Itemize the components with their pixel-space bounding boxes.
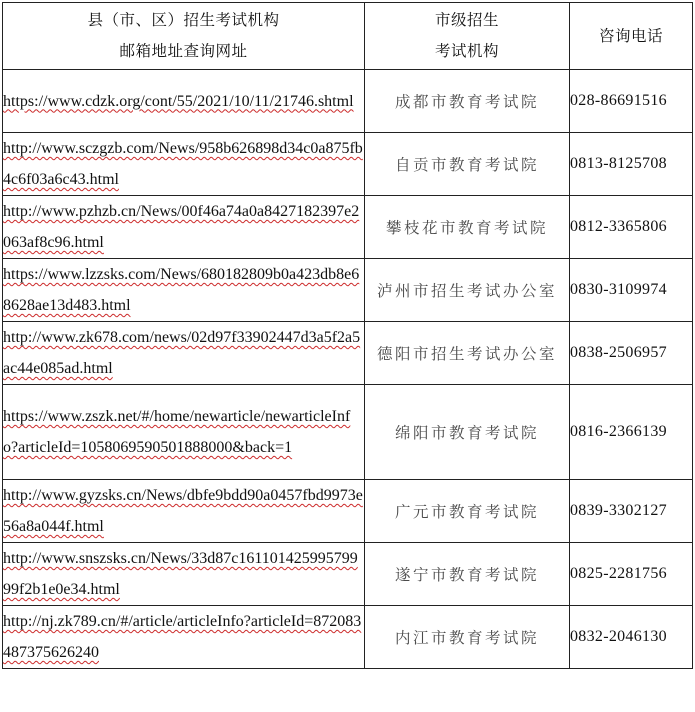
phone-cell: 0838-2506957 xyxy=(570,322,693,385)
url-cell xyxy=(3,322,365,385)
institution-cell: 绵阳市教育考试院 xyxy=(365,385,570,480)
phone-cell: 0816-2366139 xyxy=(570,385,693,480)
url-cell xyxy=(3,606,365,669)
header-county-url xyxy=(3,3,365,70)
url-cell xyxy=(3,70,365,133)
admissions-contact-table xyxy=(2,2,693,669)
table-row xyxy=(3,70,693,133)
query-url-link[interactable]: http://www.snszsks.cn/News/33d87c16110142599579999f2b1e0e34.html xyxy=(3,550,358,598)
table-row xyxy=(3,196,693,259)
institution-cell: 泸州市招生考试办公室 xyxy=(365,259,570,322)
table-row xyxy=(3,259,693,322)
header-county-url-line1: 县（市、区）招生考试机构 xyxy=(87,11,280,29)
query-url-link[interactable]: http://www.gyzsks.cn/News/dbfe9bdd90a0457fbd9973e56a8a044f.html xyxy=(3,487,363,535)
query-url-link[interactable]: http://nj.zk789.cn/#/article/articleInfo?articleId=872083487375626240 xyxy=(3,613,362,661)
phone-cell: 028-86691516 xyxy=(570,70,693,133)
phone-cell: 0825-2281756 xyxy=(570,543,693,606)
institution-cell: 广元市教育考试院 xyxy=(365,480,570,543)
url-cell xyxy=(3,133,365,196)
institution-cell: 攀枝花市教育考试院 xyxy=(365,196,570,259)
table-header-row xyxy=(3,3,693,70)
phone-cell: 0813-8125708 xyxy=(570,133,693,196)
header-city-institution-line2: 考试机构 xyxy=(434,42,499,60)
header-city-institution-line1: 市级招生 xyxy=(434,11,499,29)
phone-cell: 0830-3109974 xyxy=(570,259,693,322)
table-row xyxy=(3,480,693,543)
query-url-link[interactable]: https://www.zszk.net/#/home/newarticle/newarticleInfo?articleId=1058069590501888000&back=1 xyxy=(3,408,351,456)
query-url-link[interactable]: http://www.pzhzb.cn/News/00f46a74a0a8427182397e2063af8c96.html xyxy=(3,203,360,251)
url-cell xyxy=(3,385,365,480)
header-county-url-line2: 邮箱地址查询网址 xyxy=(119,42,248,60)
table-row xyxy=(3,606,693,669)
institution-cell: 遂宁市教育考试院 xyxy=(365,543,570,606)
institution-cell: 内江市教育考试院 xyxy=(365,606,570,669)
url-cell xyxy=(3,480,365,543)
institution-cell: 成都市教育考试院 xyxy=(365,70,570,133)
url-cell xyxy=(3,259,365,322)
query-url-link[interactable]: https://www.cdzk.org/cont/55/2021/10/11/21746.shtml xyxy=(3,92,354,110)
table-row xyxy=(3,543,693,606)
table-row xyxy=(3,133,693,196)
header-city-institution xyxy=(365,3,570,70)
table-row xyxy=(3,322,693,385)
phone-cell: 0812-3365806 xyxy=(570,196,693,259)
institution-cell: 自贡市教育考试院 xyxy=(365,133,570,196)
url-cell xyxy=(3,543,365,606)
url-cell xyxy=(3,196,365,259)
phone-cell: 0832-2046130 xyxy=(570,606,693,669)
query-url-link[interactable]: http://www.sczgzb.com/News/958b626898d34c0a875fb4c6f03a6c43.html xyxy=(3,140,363,188)
phone-cell: 0839-3302127 xyxy=(570,480,693,543)
table-row xyxy=(3,385,693,480)
query-url-link[interactable]: https://www.lzzsks.com/News/680182809b0a423db8e68628ae13d483.html xyxy=(3,266,360,314)
header-phone xyxy=(570,3,693,70)
query-url-link[interactable]: http://www.zk678.com/news/02d97f33902447d3a5f2a5ac44e085ad.html xyxy=(3,329,361,377)
institution-cell: 德阳市招生考试办公室 xyxy=(365,322,570,385)
header-phone-label: 咨询电话 xyxy=(598,26,663,45)
